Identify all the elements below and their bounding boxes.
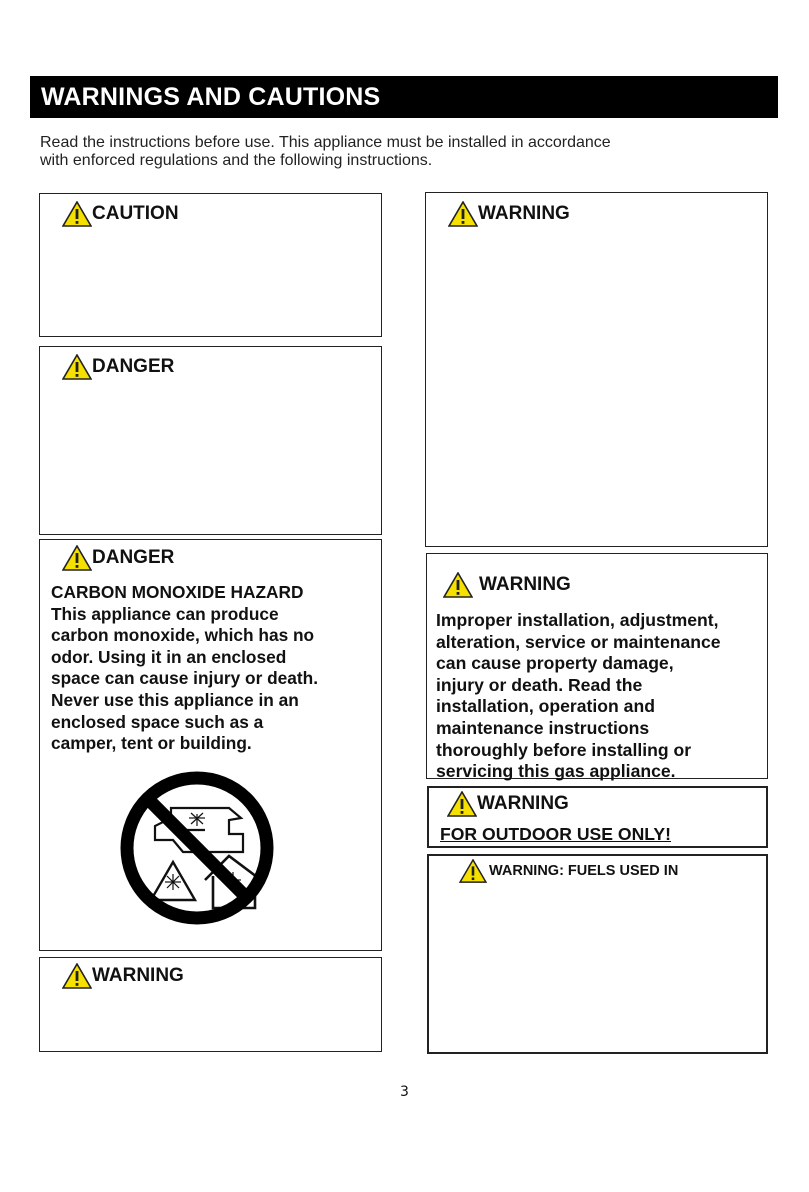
page-number: 3 <box>400 1084 409 1100</box>
installation-warning-text <box>436 610 721 783</box>
warning-triangle-icon <box>447 791 477 817</box>
warning-triangle-icon <box>62 545 92 571</box>
warning-heading <box>443 572 571 598</box>
warning-triangle-icon <box>443 572 473 598</box>
text-line: carbon monoxide, which has no <box>51 625 315 646</box>
warning-heading <box>447 791 569 817</box>
warning-label: WARNING <box>479 574 571 595</box>
outdoor-use-text: FOR OUTDOOR USE ONLY! <box>440 824 672 844</box>
installation-warning-box <box>426 553 768 782</box>
danger-heading <box>62 354 174 380</box>
text-line: camper, tent or building. <box>51 733 252 754</box>
text-line: installation, operation and <box>436 696 655 717</box>
caution-heading <box>62 201 179 227</box>
warning-heading <box>459 859 678 883</box>
caution-label: CAUTION <box>92 203 179 224</box>
text-line: alteration, service or maintenance <box>436 631 721 652</box>
warning-box <box>425 192 768 547</box>
warning-label: WARNING <box>92 965 184 986</box>
carbon-monoxide-text <box>51 582 318 755</box>
intro-line: with enforced regulations and the following instructions. <box>40 152 433 169</box>
text-line: Never use this appliance in an <box>51 689 299 710</box>
warning-box <box>39 957 382 1052</box>
warning-label: WARNING <box>478 203 570 224</box>
danger-box <box>39 346 382 535</box>
text-line: enclosed space such as a <box>51 711 264 732</box>
danger-label: DANGER <box>92 356 175 377</box>
warning-heading <box>448 201 570 227</box>
section-title: WARNINGS AND CAUTIONS <box>41 83 381 111</box>
text-line: can cause property damage, <box>436 653 674 674</box>
text-line: CARBON MONOXIDE HAZARD <box>51 582 304 602</box>
text-line: space can cause injury or death. <box>51 668 319 689</box>
fuels-warning-box <box>427 854 768 1054</box>
warning-triangle-icon <box>62 354 92 380</box>
warning-label: WARNING: FUELS USED IN <box>489 863 679 879</box>
carbon-monoxide-danger-box <box>39 539 382 951</box>
intro-text <box>40 134 760 170</box>
warning-triangle-icon <box>448 201 478 227</box>
text-line: Improper installation, adjustment, <box>436 610 719 630</box>
warning-label: WARNING <box>477 793 569 814</box>
text-line: injury or death. Read the <box>436 674 643 695</box>
text-line: servicing this gas appliance. <box>436 761 676 782</box>
danger-label: DANGER <box>92 547 175 568</box>
danger-heading <box>62 545 174 571</box>
outdoor-warning-box <box>427 786 768 848</box>
warning-triangle-icon <box>62 963 92 989</box>
warning-triangle-icon <box>62 201 92 227</box>
warning-heading <box>62 963 184 989</box>
text-line: maintenance instructions <box>436 717 650 738</box>
text-line: thoroughly before installing or <box>436 739 692 760</box>
intro-line: Read the instructions before use. This appliance must be installed in accordance <box>40 134 611 151</box>
caution-box <box>39 193 382 337</box>
text-line: This appliance can produce <box>51 603 279 624</box>
text-line: odor. Using it in an enclosed <box>51 646 287 667</box>
warning-triangle-icon <box>459 859 487 883</box>
no-enclosed-space-icon <box>117 768 277 928</box>
section-banner <box>30 76 778 118</box>
